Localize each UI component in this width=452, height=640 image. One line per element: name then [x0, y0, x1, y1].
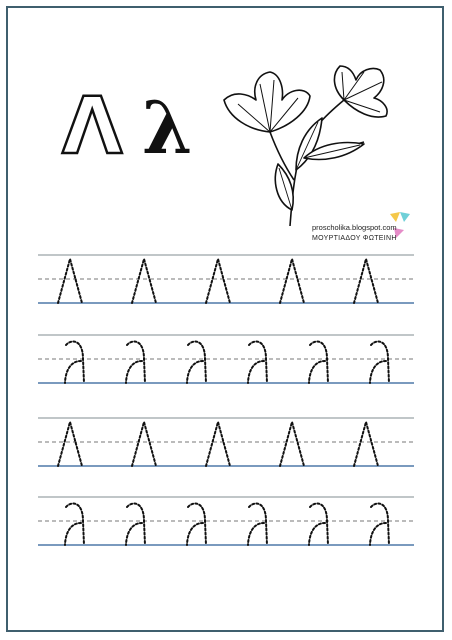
traceable-lowercase-lambda: [65, 504, 84, 545]
traceable-uppercase-lambda: [354, 422, 378, 466]
traceable-lowercase-lambda: [126, 342, 145, 383]
traceable-lowercase-lambda: [370, 342, 389, 383]
traceable-lowercase-lambda: [187, 504, 206, 545]
traceable-uppercase-lambda: [354, 259, 378, 303]
traceable-lowercase-lambda: [309, 504, 328, 545]
blog-credit: proscholika.blogspot.com: [312, 223, 397, 232]
traceable-uppercase-lambda: [206, 422, 230, 466]
traceable-lowercase-lambda: [65, 342, 84, 383]
traceable-uppercase-lambda: [132, 422, 156, 466]
traceable-lowercase-lambda: [370, 504, 389, 545]
traceable-lowercase-lambda: [309, 342, 328, 383]
traceable-lowercase-lambda: [248, 342, 267, 383]
traceable-uppercase-lambda: [132, 259, 156, 303]
traceable-uppercase-lambda: [280, 422, 304, 466]
traceable-uppercase-lambda: [206, 259, 230, 303]
traceable-lowercase-lambda: [187, 342, 206, 383]
traceable-lowercase-lambda: [126, 504, 145, 545]
traceable-uppercase-lambda: [280, 259, 304, 303]
traceable-uppercase-lambda: [58, 259, 82, 303]
solid-lowercase-lambda: λ: [142, 85, 193, 170]
outline-uppercase-lambda: Λ: [62, 82, 123, 172]
traceable-uppercase-lambda: [58, 422, 82, 466]
author-credit: ΜΟΥΡΤΙΑΔΟΥ ΦΩΤΕΙΝΗ: [312, 235, 397, 242]
traceable-lowercase-lambda: [248, 504, 267, 545]
